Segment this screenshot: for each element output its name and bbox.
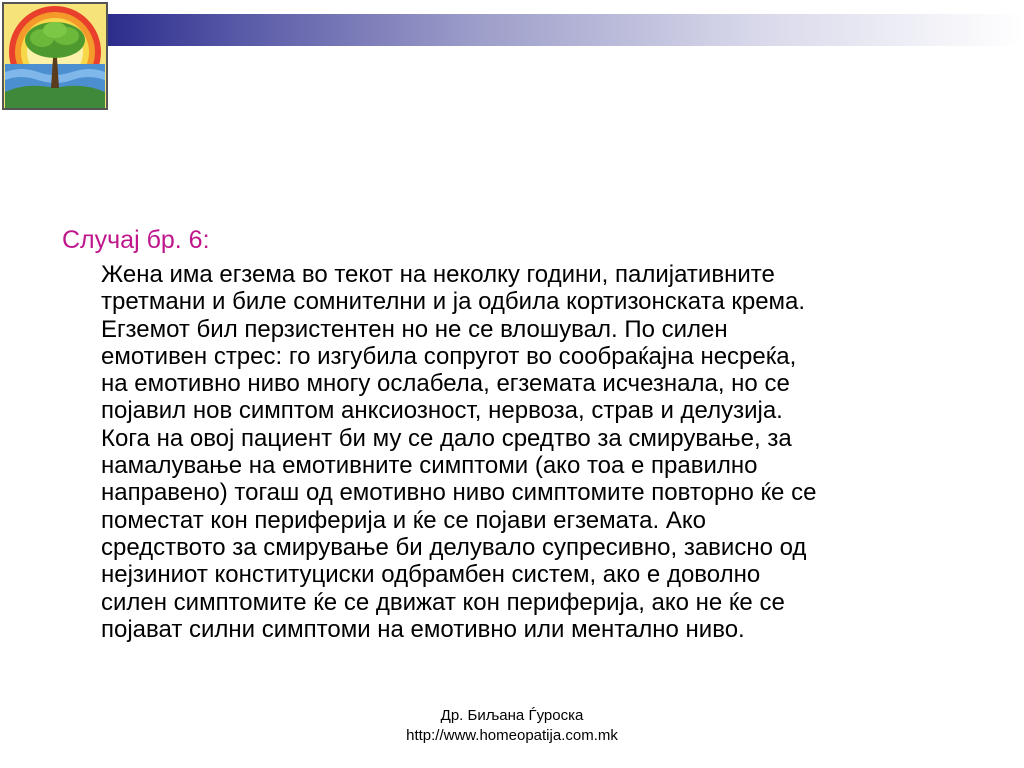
body-line: Егземот бил перзистентен но не се влошувал. По силен xyxy=(101,315,728,343)
case-description xyxy=(101,261,981,643)
body-line: на емотивно ниво многу ослабела, егземата исчезнала, но се xyxy=(101,370,790,398)
body-line: силен симптомите ќе се движат кон периферија, ако не ќе се xyxy=(101,588,785,616)
body-line: намалување на емотивните симптоми (ако тоа е правилно xyxy=(101,452,758,480)
slide-footer xyxy=(0,706,1024,746)
body-line: средството за смирување би делувало супресивно, зависно од xyxy=(101,533,807,561)
footer-url[interactable]: http://www.homeopatija.com.mk xyxy=(406,727,618,744)
case-title: Случај бр. 6: xyxy=(62,226,210,254)
body-line: поместат кон периферија и ќе се појави егземата. Ако xyxy=(101,506,706,534)
footer-author: Др. Биљана Ѓуроска xyxy=(440,707,584,724)
body-line: Жена има егзема во текот на неколку години, палијативните xyxy=(101,261,775,288)
body-line: појават силни симптоми на емотивно или ментално ниво. xyxy=(101,615,745,643)
body-line: емотивен стрес: го изгубила сопругот во сообраќајна несреќа, xyxy=(101,342,797,370)
body-line: појавил нов симптом анксиозност, нервоза, страв и делузија. xyxy=(101,397,783,425)
tree-logo-icon xyxy=(2,2,108,110)
body-line: третмани и биле сомнителни и ја одбила кортизонската крема. xyxy=(101,288,806,316)
body-line: Кога на овој пациент би му се дало средтво за смирување, за xyxy=(101,424,792,452)
header-gradient-band xyxy=(108,14,1024,46)
body-line: направено) тогаш од емотивно ниво симптомите повторно ќе се xyxy=(101,479,817,507)
body-line: нејзиниот конституциски одбрамбен систем, ако е доволно xyxy=(101,561,761,589)
